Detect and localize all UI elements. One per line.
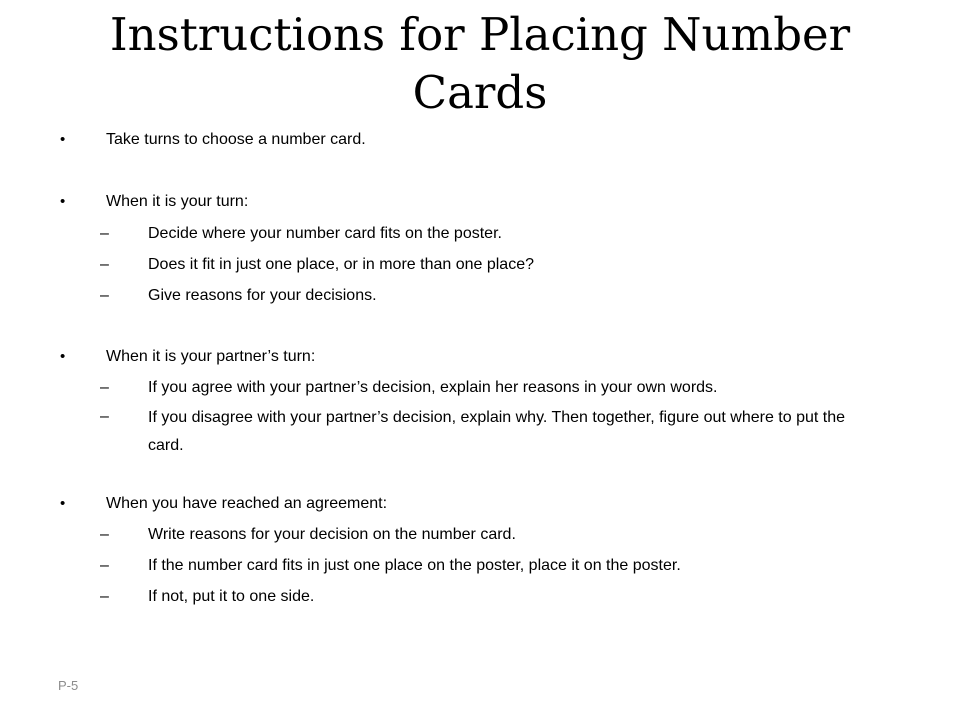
bullet-text: When you have reached an agreement: <box>106 495 388 512</box>
dash-marker: – <box>100 379 109 396</box>
bullet-text: When it is your partner’s turn: <box>106 348 316 365</box>
sub-item-text: Decide where your number card fits on the poster. <box>148 225 502 242</box>
dash-marker: – <box>100 225 109 242</box>
sub-item-text: Does it fit in just one place, or in more than one place? <box>148 256 534 273</box>
sub-item-text: Give reasons for your decisions. <box>148 287 377 304</box>
sub-item-text: If not, put it to one side. <box>148 588 315 605</box>
bullet-marker: • <box>60 193 66 210</box>
sub-item-text: If the number card fits in just one place on the poster, place it on the poster. <box>148 557 681 574</box>
dash-marker: – <box>100 256 109 273</box>
slide-footer-label: P-5 <box>58 678 79 693</box>
sub-item-text: Write reasons for your decision on the number card. <box>148 526 516 543</box>
dash-marker: – <box>100 588 109 605</box>
bullet-text: When it is your turn: <box>106 193 249 210</box>
sub-item-text: If you disagree with your partner’s decision, explain why. Then together, figure out where to put the card. <box>148 409 846 454</box>
bullet-marker: • <box>60 131 66 148</box>
dash-marker: – <box>100 526 109 543</box>
dash-marker: – <box>100 408 109 425</box>
bullet-marker: • <box>60 495 66 512</box>
slide-title: Instructions for Placing Number Cards <box>109 8 851 119</box>
bullet-marker: • <box>60 348 66 365</box>
dash-marker: – <box>100 287 109 304</box>
bullet-text: Take turns to choose a number card. <box>106 131 366 148</box>
dash-marker: – <box>100 557 109 574</box>
sub-item-text: If you agree with your partner’s decision, explain her reasons in your own words. <box>148 379 718 396</box>
